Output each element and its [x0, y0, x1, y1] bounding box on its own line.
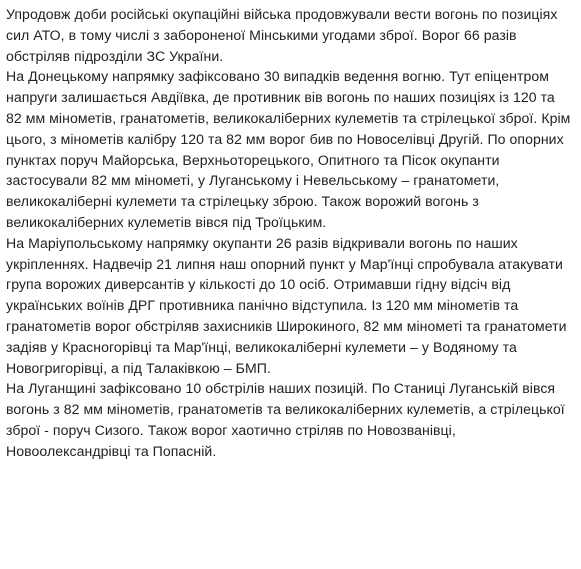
paragraph-mariupol: На Маріупольському напрямку окупанти 26 разів відкривали вогонь по наших укріпленнях. Надвечір 21 липня наш опорний пункт у Мар'їнці спробувала атакувати група ворожих диверсантів у кількості до 10 осіб. Отримавши гідну відсіч від українських воїнів ДРГ противника панічно відступила. Із 120 мм мінометів та гранатометів ворог обстріляв захисників Широкиного, 82 мм мінометі та гранатомети задіяв у Красногорівці та Мар'їнці, великокаліберні кулемети – у Водяному та Новогригорівці, а під Талаківкою – БМП.	[6, 234, 567, 376]
paragraph-donetsk: На Донецькому напрямку зафіксовано 30 випадків ведення вогню. Тут епіцентром напруги залишається Авдіївка, де противник вів вогонь по наших позиціях із 120 та 82 мм мінометів, гранатометів, великокаліберних кулеметів та стрілецької зброї. Крім цього, з мінометів калібру 120 та 82 мм ворог бив по Новоселівці Другій. По опорних пунктах поруч Майорська, Верхньоторецького, Опитного та Пісок окупанти застосували 82 мм мінометі, у Луганському і Невельському – гранатомети, великокаліберні кулемети та стрілецьку зброю. Також ворожий вогонь з великокаліберних кулеметів вівся під Троїцьким.	[6, 68, 571, 230]
paragraph-luhansk: На Луганщині зафіксовано 10 обстрілів наших позицій. По Станиці Луганській вівся вогонь з 82 мм мінометів, гранатометів та великокаліберних кулеметів, а стрілецької зброї - поруч Сизого. Також ворог хаотично стріляв по Новозванівці, Новоолександрівці та Попасній.	[6, 380, 565, 459]
paragraph-intro: Упродовж доби російські окупаційні війська продовжували вести вогонь по позиціях сил АТО, в тому числі з забороненої Мінськими угодами зброї. Ворог 66 разів обстріляв підрозділи ЗС України.	[6, 6, 558, 64]
